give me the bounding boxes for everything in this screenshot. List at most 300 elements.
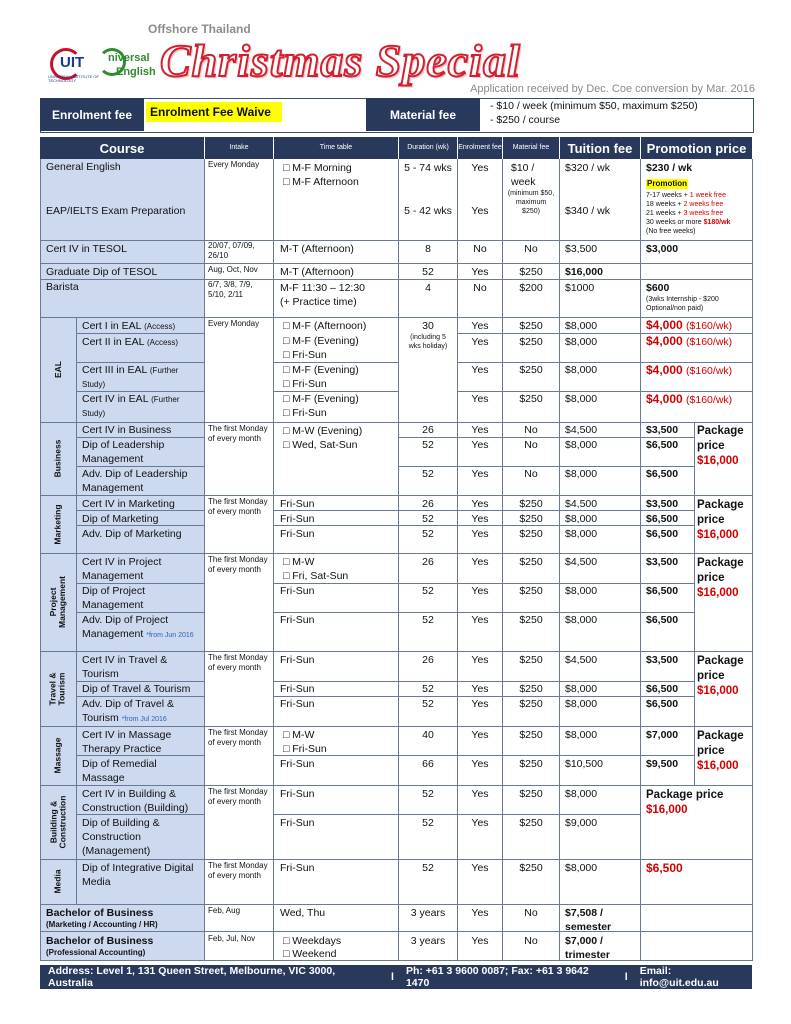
duration-building-1: 52 <box>422 788 434 800</box>
timetable-media: Fri-Sun <box>280 862 315 874</box>
material-bachelor-2: No <box>524 935 538 947</box>
package-building-label: Package price <box>646 789 724 801</box>
footer-separator: l <box>624 971 628 983</box>
duration-business-1: 26 <box>422 424 434 436</box>
course-building-1: Cert IV in Building & Construction (Building) <box>82 788 189 814</box>
package-marketing-price: $16,000 <box>697 529 739 541</box>
tuition-eal-2: $8,000 <box>565 336 598 348</box>
intake-bachelor-2: Feb, Jul, Nov <box>208 934 256 943</box>
material-marketing-2: $250 <box>519 513 543 525</box>
material-massage-1: $250 <box>519 729 543 741</box>
timetable-bachelor-1: Wed, Thu <box>280 907 326 919</box>
timetable-tesol4: M-T (Afternoon) <box>280 243 354 255</box>
timetable-pm-2: Fri-Sun <box>280 585 315 597</box>
enrol-business-2: Yes <box>471 439 489 451</box>
material-fee-label: Material fee <box>366 98 480 131</box>
col-duration: Duration (wk) <box>399 137 457 159</box>
package-massage <box>697 729 751 774</box>
promo-eal-3-price: $4,000 <box>646 363 683 377</box>
grid-line <box>40 859 753 860</box>
enrolment-fee-label: Enrolment fee <box>40 98 144 131</box>
material-building-2: $250 <box>519 817 543 829</box>
timetable-marketing-1: Fri-Sun <box>280 498 315 510</box>
duration-building-2: 52 <box>422 817 434 829</box>
footer-separator: l <box>391 971 394 983</box>
package-travel <box>697 654 751 699</box>
material-building-1: $250 <box>519 788 543 800</box>
promo-eal-3-rate: ($160/wk) <box>686 365 733 377</box>
promo-pm-2: $6,500 <box>646 585 679 597</box>
duration-massage-1: 40 <box>422 729 434 741</box>
enrol-business-3: Yes <box>471 468 489 480</box>
grid-line <box>273 814 640 815</box>
duration-bachelor-2: 3 years <box>410 935 446 947</box>
material-fee-line-2: - $250 / course <box>490 114 561 126</box>
duration-business-2: 52 <box>422 439 434 451</box>
course-business-3: Adv. Dip of Leadership Management <box>82 468 188 494</box>
enrol-marketing-1: Yes <box>471 498 489 510</box>
course-travel-2: Dip of Travel & Tourism <box>82 683 191 695</box>
enrol-marketing-2: Yes <box>471 513 489 525</box>
group-massage <box>40 726 76 785</box>
promo-media: $6,500 <box>646 861 683 875</box>
course-pm-3-note: *from Jun 2016 <box>146 632 194 639</box>
duration-pm-3: 52 <box>422 614 434 626</box>
grid-line <box>273 755 694 756</box>
package-marketing <box>697 498 751 543</box>
duration-ge: 5 - 74 wks <box>404 162 452 174</box>
group-media-label: Media <box>52 869 63 894</box>
material-travel-2: $250 <box>519 683 543 695</box>
intake-business: The first Monday of every month <box>208 424 268 443</box>
enrol-pm-1: Yes <box>471 556 489 568</box>
enrol-massage-1: Yes <box>471 729 489 741</box>
material-ge: $10 / week <box>511 162 536 188</box>
grid-line <box>694 726 695 785</box>
material-tesolgd: $250 <box>519 266 543 278</box>
promo-line-3-free: 3 weeks free <box>683 210 724 217</box>
enrol-eal-4: Yes <box>471 393 489 405</box>
material-travel-1: $250 <box>519 654 543 666</box>
ue-logo-text-2: English <box>116 66 156 78</box>
enrol-massage-2: Yes <box>471 758 489 770</box>
timetable-travel-3: Fri-Sun <box>280 698 315 710</box>
tuition-marketing-2: $8,000 <box>565 513 598 525</box>
promo-line-4: 30 weeks or more <box>646 219 704 226</box>
package-building <box>646 788 750 818</box>
enrol-eal-2: Yes <box>471 336 489 348</box>
enrol-pm-3: Yes <box>471 614 489 626</box>
group-business <box>40 422 76 495</box>
material-marketing-1: $250 <box>519 498 543 510</box>
group-project-management <box>40 553 76 651</box>
package-massage-label: Package price <box>697 730 744 757</box>
duration-ielts: 5 - 42 wks <box>404 205 452 217</box>
intake-bachelor-1: Feb, Aug <box>208 906 241 915</box>
duration-massage-2: 66 <box>422 758 434 770</box>
group-pm-label: Project Management <box>48 576 68 628</box>
enrol-media: Yes <box>471 862 489 874</box>
duration-tesol4: 8 <box>425 243 431 255</box>
promo-eal-4-price: $4,000 <box>646 392 683 406</box>
course-eal-2 <box>82 335 178 349</box>
page-title: Christmas Special <box>160 35 521 86</box>
course-eal-1-sub: (Access) <box>144 322 176 331</box>
course-general-english: General English <box>46 161 121 173</box>
material-eal-1: $250 <box>519 320 543 332</box>
grid-line <box>40 279 753 280</box>
timetable-eal-1[interactable]: □ M-F (Afternoon) <box>283 320 367 332</box>
promo-line-2-free: 2 weeks free <box>683 201 724 208</box>
course-pm-3-name: Adv. Dip of Project Management <box>82 614 169 640</box>
tuition-bachelor-2-unit: trimester <box>565 949 610 961</box>
tuition-barista: $1000 <box>565 282 595 294</box>
timetable-business-1[interactable]: □ M-W (Evening) <box>283 425 363 437</box>
tuition-ielts: $340 / wk <box>565 205 610 217</box>
intake-travel: The first Monday of every month <box>208 653 268 672</box>
course-media: Dip of Integrative Digital Media <box>82 862 194 888</box>
timetable-barista-1: M-F 11:30 – 12:30 <box>280 282 366 294</box>
tuition-building-1: $8,000 <box>565 788 598 800</box>
promo-ge-details <box>646 191 750 236</box>
course-pm-1: Cert IV in Project Management <box>82 556 162 582</box>
promo-travel-1: $3,500 <box>646 654 679 666</box>
course-bachelor-2: Bachelor of Business <box>46 935 154 947</box>
material-eal-4: $250 <box>519 393 543 405</box>
tuition-pm-3: $8,000 <box>565 614 598 626</box>
duration-tesolgd: 52 <box>422 266 434 278</box>
timetable-ge-morning[interactable]: □ M-F Morning <box>283 162 352 174</box>
group-business-label: Business <box>52 439 63 478</box>
promo-line-2: 18 weeks + <box>646 201 684 208</box>
grid-line <box>40 495 753 496</box>
enrol-bachelor-2: Yes <box>471 935 489 947</box>
duration-travel-3: 52 <box>422 698 434 710</box>
promo-eal-1-price: $4,000 <box>646 318 683 332</box>
tuition-bachelor-1-unit: semester <box>565 921 612 933</box>
package-business-label: Package price <box>697 425 744 452</box>
tuition-bachelor-1 <box>565 906 611 934</box>
uit-logo-subtext: UNIVERSAL INSTITUTE OF TECHNOLOGY <box>48 74 99 83</box>
duration-travel-1: 26 <box>422 654 434 666</box>
intake-marketing: The first Monday of every month <box>208 497 268 516</box>
group-travel-label-2: Tourism <box>56 672 67 705</box>
material-business-3: No <box>524 468 538 480</box>
col-timetable: Time table <box>274 137 398 159</box>
package-pm-label: Package price <box>697 557 744 584</box>
promo-pm-3: $6,500 <box>646 614 679 626</box>
intake-media: The first Monday of every month <box>208 861 268 880</box>
duration-bachelor-1: 3 years <box>410 907 446 919</box>
application-note: Application received by Dec. Coe conversion by Mar. 2016 <box>470 83 755 95</box>
package-pm-price: $16,000 <box>697 587 739 599</box>
intake-tesol4: 20/07, 07/09, 26/10 <box>208 241 255 260</box>
material-marketing-3: $250 <box>519 528 543 540</box>
tuition-marketing-1: $4,500 <box>565 498 598 510</box>
promo-eal-1 <box>646 318 732 332</box>
enrol-travel-3: Yes <box>471 698 489 710</box>
timetable-massage-1b[interactable]: □ Fri-Sun <box>283 743 327 755</box>
promo-eal-2-rate: ($160/wk) <box>686 336 733 348</box>
promo-line-3: 21 weeks + <box>646 210 684 217</box>
duration-eal: 30 <box>422 320 434 332</box>
course-business-1: Cert IV in Business <box>82 424 172 436</box>
duration-media: 52 <box>422 862 434 874</box>
grid-line <box>40 240 753 241</box>
tuition-media: $8,000 <box>565 862 598 874</box>
group-media <box>40 859 76 904</box>
promo-business-1: $3,500 <box>646 424 679 436</box>
duration-marketing-3: 52 <box>422 528 434 540</box>
timetable-eal-2a[interactable]: □ M-F (Evening) <box>283 335 359 347</box>
promo-eal-3 <box>646 363 732 377</box>
material-pm-1: $250 <box>519 556 543 568</box>
uit-logo <box>48 48 99 83</box>
timetable-massage-1a[interactable]: □ M-W <box>283 729 315 741</box>
grid-line <box>40 931 753 932</box>
tuition-travel-3: $8,000 <box>565 698 598 710</box>
duration-marketing-1: 26 <box>422 498 434 510</box>
course-eal-2-name: Cert II in EAL <box>82 336 145 348</box>
material-massage-2: $250 <box>519 758 543 770</box>
timetable-travel-2: Fri-Sun <box>280 683 315 695</box>
timetable-bachelor-2b[interactable]: □ Weekend <box>283 948 337 960</box>
group-building-label-2: Construction <box>57 795 68 849</box>
tuition-business-1: $4,500 <box>565 424 598 436</box>
course-travel-3-note: *from Jul 2016 <box>121 716 167 723</box>
grid-line <box>40 960 753 961</box>
promo-eal-2 <box>646 334 732 348</box>
timetable-eal-3a[interactable]: □ M-F (Evening) <box>283 364 359 376</box>
material-travel-3: $250 <box>519 698 543 710</box>
enrol-building-1: Yes <box>471 788 489 800</box>
promo-line-5: (No free weeks) <box>646 228 696 235</box>
timetable-marketing-3: Fri-Sun <box>280 528 315 540</box>
enrol-tesolgd: Yes <box>471 266 489 278</box>
material-media: $250 <box>519 862 543 874</box>
material-business-1: No <box>524 424 538 436</box>
col-course: Course <box>40 137 204 159</box>
enrol-barista: No <box>473 282 487 294</box>
timetable-bachelor-2a[interactable]: □ Weekdays <box>283 935 342 947</box>
group-building-label-1: Building & <box>48 800 59 844</box>
timetable-pm-3: Fri-Sun <box>280 614 315 626</box>
timetable-massage-2: Fri-Sun <box>280 758 315 770</box>
tuition-travel-2: $8,000 <box>565 683 598 695</box>
group-travel-tourism <box>40 651 76 726</box>
enrol-ielts: Yes <box>471 205 489 217</box>
promo-marketing-1: $3,500 <box>646 498 679 510</box>
tuition-pm-1: $4,500 <box>565 556 598 568</box>
package-marketing-label: Package price <box>697 499 744 526</box>
material-fee-line-1: - $10 / week (minimum $50, maximum $250) <box>490 100 698 112</box>
tuition-business-2: $8,000 <box>565 439 598 451</box>
tuition-tesolgd: $16,000 <box>565 266 603 278</box>
enrol-ge: Yes <box>471 162 489 174</box>
course-business-2: Dip of Leadership Management <box>82 439 165 465</box>
grid-line <box>76 317 77 904</box>
course-travel-3 <box>82 697 202 725</box>
grid-line <box>40 651 753 652</box>
grid-line <box>694 651 695 726</box>
enrol-bachelor-1: Yes <box>471 907 489 919</box>
enrol-marketing-3: Yes <box>471 528 489 540</box>
tuition-tesol4: $3,500 <box>565 243 598 255</box>
promo-pm-1: $3,500 <box>646 556 679 568</box>
enrolment-fee-value: Enrolment Fee Waive <box>146 102 282 122</box>
course-barista: Barista <box>46 281 79 293</box>
course-marketing-2: Dip of Marketing <box>82 513 159 525</box>
tuition-bachelor-2-amount: $7,000 / <box>565 935 603 947</box>
course-travel-1: Cert IV in Travel & Tourism <box>82 654 168 680</box>
timetable-marketing-2: Fri-Sun <box>280 513 315 525</box>
grid-line <box>40 904 753 905</box>
course-marketing-1: Cert IV in Marketing <box>82 498 175 510</box>
course-eal-1-name: Cert I in EAL <box>82 320 142 332</box>
tuition-ge: $320 / wk <box>565 162 610 174</box>
group-travel-label-1: Travel & <box>47 671 58 706</box>
footer-bar <box>40 965 752 989</box>
enrol-business-1: Yes <box>471 424 489 436</box>
tuition-travel-1: $4,500 <box>565 654 598 666</box>
promo-massage-2: $9,500 <box>646 758 679 770</box>
tuition-bachelor-2 <box>565 934 610 962</box>
timetable-eal-3b[interactable]: □ Fri-Sun <box>283 378 327 390</box>
grid-line <box>694 422 695 495</box>
promo-line-1: 7-17 weeks + <box>646 192 690 199</box>
tuition-eal-3: $8,000 <box>565 364 598 376</box>
enrol-eal-1: Yes <box>471 320 489 332</box>
timetable-travel-1: Fri-Sun <box>280 654 315 666</box>
course-bachelor-1: Bachelor of Business <box>46 907 154 919</box>
course-bachelor-1-sub: (Marketing / Accounting / HR) <box>46 920 158 929</box>
package-travel-price: $16,000 <box>697 685 739 697</box>
promo-ge: $230 / wk <box>646 162 693 174</box>
intake-barista: 6/7, 3/8, 7/9, 5/10, 2/11 <box>208 280 253 299</box>
course-bachelor-2-sub: (Professional Accounting) <box>46 948 146 957</box>
course-building-2: Dip of Building & Construction (Management) <box>82 817 160 857</box>
course-eal-4-name: Cert IV in EAL <box>82 393 149 405</box>
material-fee-values <box>490 99 698 127</box>
col-promotion: Promotion price <box>641 137 752 159</box>
enrol-tesol4: No <box>473 243 487 255</box>
footer-email[interactable]: Email: info@uit.edu.au <box>639 965 719 989</box>
material-eal-3: $250 <box>519 364 543 376</box>
timetable-eal-4b[interactable]: □ Fri-Sun <box>283 407 327 419</box>
material-barista: $200 <box>519 282 543 294</box>
col-tuition: Tuition fee <box>560 137 640 159</box>
intake-eal: Every Monday <box>208 319 260 328</box>
promo-barista-note: (3wks Internship - $200 Optional/non paid) <box>646 296 719 312</box>
group-marketing-label: Marketing <box>52 503 63 545</box>
course-eal-2-sub: (Access) <box>146 338 179 347</box>
promo-eal-1-rate: ($160/wk) <box>686 320 733 332</box>
course-travel-3-name: Adv. Dip of Travel & Tourism <box>82 698 175 724</box>
duration-travel-2: 52 <box>422 683 434 695</box>
timetable-building-2: Fri-Sun <box>280 817 315 829</box>
promo-eal-2-price: $4,000 <box>646 334 683 348</box>
material-business-2: No <box>524 439 538 451</box>
package-pm <box>697 556 751 601</box>
group-massage-label: Massage <box>52 737 63 774</box>
promo-business-2: $6,500 <box>646 439 679 451</box>
col-enrolment: Enrolment fee <box>458 137 502 159</box>
course-massage-2: Dip of Remedial Massage <box>82 758 157 784</box>
intake-general-english: Every Monday <box>208 160 260 169</box>
offshore-subtitle: Offshore Thailand <box>148 22 251 36</box>
footer-address: Address: Level 1, 131 Queen Street, Melbourne, VIC 3000, Australia <box>48 965 336 989</box>
promo-tesol4: $3,000 <box>646 243 679 255</box>
timetable-building-1: Fri-Sun <box>280 788 315 800</box>
promo-massage-1: $7,000 <box>646 729 679 741</box>
group-building-construction <box>40 785 76 859</box>
ue-logo-text-1: niversal <box>108 52 150 64</box>
duration-eal-note: (including 5 wks holiday) <box>408 334 448 350</box>
grid-line <box>40 553 753 554</box>
footer-phone: Ph: +61 3 9600 0087; Fax: +61 3 9642 1470 <box>405 965 589 989</box>
timetable-barista-2: (+ Practice time) <box>280 296 357 308</box>
material-eal-2: $250 <box>519 336 543 348</box>
course-eap-ielts: EAP/IELTS Exam Preparation <box>46 205 186 217</box>
promo-travel-2: $6,500 <box>646 683 679 695</box>
course-eal-3 <box>82 363 202 391</box>
package-business-price: $16,000 <box>697 455 739 467</box>
promo-line-4-price: $180/wk <box>703 219 731 226</box>
tuition-building-2: $9,000 <box>565 817 598 829</box>
promo-line-1-free: 1 week free <box>689 192 726 199</box>
timetable-eal-4a[interactable]: □ M-F (Evening) <box>283 393 359 405</box>
promotion-badge: Promotion <box>647 179 687 188</box>
enrol-eal-3: Yes <box>471 364 489 376</box>
course-eal-3-sub: (Further Study) <box>82 366 179 389</box>
package-business <box>697 424 751 469</box>
tuition-eal-1: $8,000 <box>565 320 598 332</box>
course-eal-4 <box>82 392 202 420</box>
tuition-business-3: $8,000 <box>565 468 598 480</box>
package-travel-label: Package price <box>697 655 744 682</box>
uit-logo-text: UIT <box>60 54 85 71</box>
tuition-massage-1: $8,000 <box>565 729 598 741</box>
material-pm-2: $250 <box>519 585 543 597</box>
timetable-business-2[interactable]: □ Wed, Sat-Sun <box>283 439 358 451</box>
tuition-eal-4: $8,000 <box>565 393 598 405</box>
grid-line <box>694 553 695 651</box>
duration-barista: 4 <box>425 282 431 294</box>
timetable-pm-1b[interactable]: □ Fri, Sat-Sun <box>283 570 349 582</box>
enrol-travel-1: Yes <box>471 654 489 666</box>
timetable-eal-2b[interactable]: □ Fri-Sun <box>283 349 327 361</box>
duration-marketing-2: 52 <box>422 513 434 525</box>
group-eal-label: EAL <box>52 361 63 378</box>
timetable-ge-afternoon[interactable]: □ M-F Afternoon <box>283 176 359 188</box>
course-cert-iv-tesol: Cert IV in TESOL <box>46 243 127 255</box>
tuition-marketing-3: $8,000 <box>565 528 598 540</box>
intake-pm: The first Monday of every month <box>208 555 268 574</box>
package-building-price: $16,000 <box>646 804 688 816</box>
enrol-building-2: Yes <box>471 817 489 829</box>
duration-pm-1: 26 <box>422 556 434 568</box>
promo-eal-4 <box>646 392 732 406</box>
grid-line <box>40 263 753 264</box>
timetable-pm-1a[interactable]: □ M-W <box>283 556 315 568</box>
course-eal-4-sub: (Further Study) <box>82 395 180 418</box>
course-eal-3-name: Cert III in EAL <box>82 364 147 376</box>
grid-line <box>76 333 204 334</box>
promo-travel-3: $6,500 <box>646 698 679 710</box>
enrol-travel-2: Yes <box>471 683 489 695</box>
material-ge-note: (minimum $50, maximum $250) <box>507 190 555 215</box>
group-eal <box>40 317 76 422</box>
